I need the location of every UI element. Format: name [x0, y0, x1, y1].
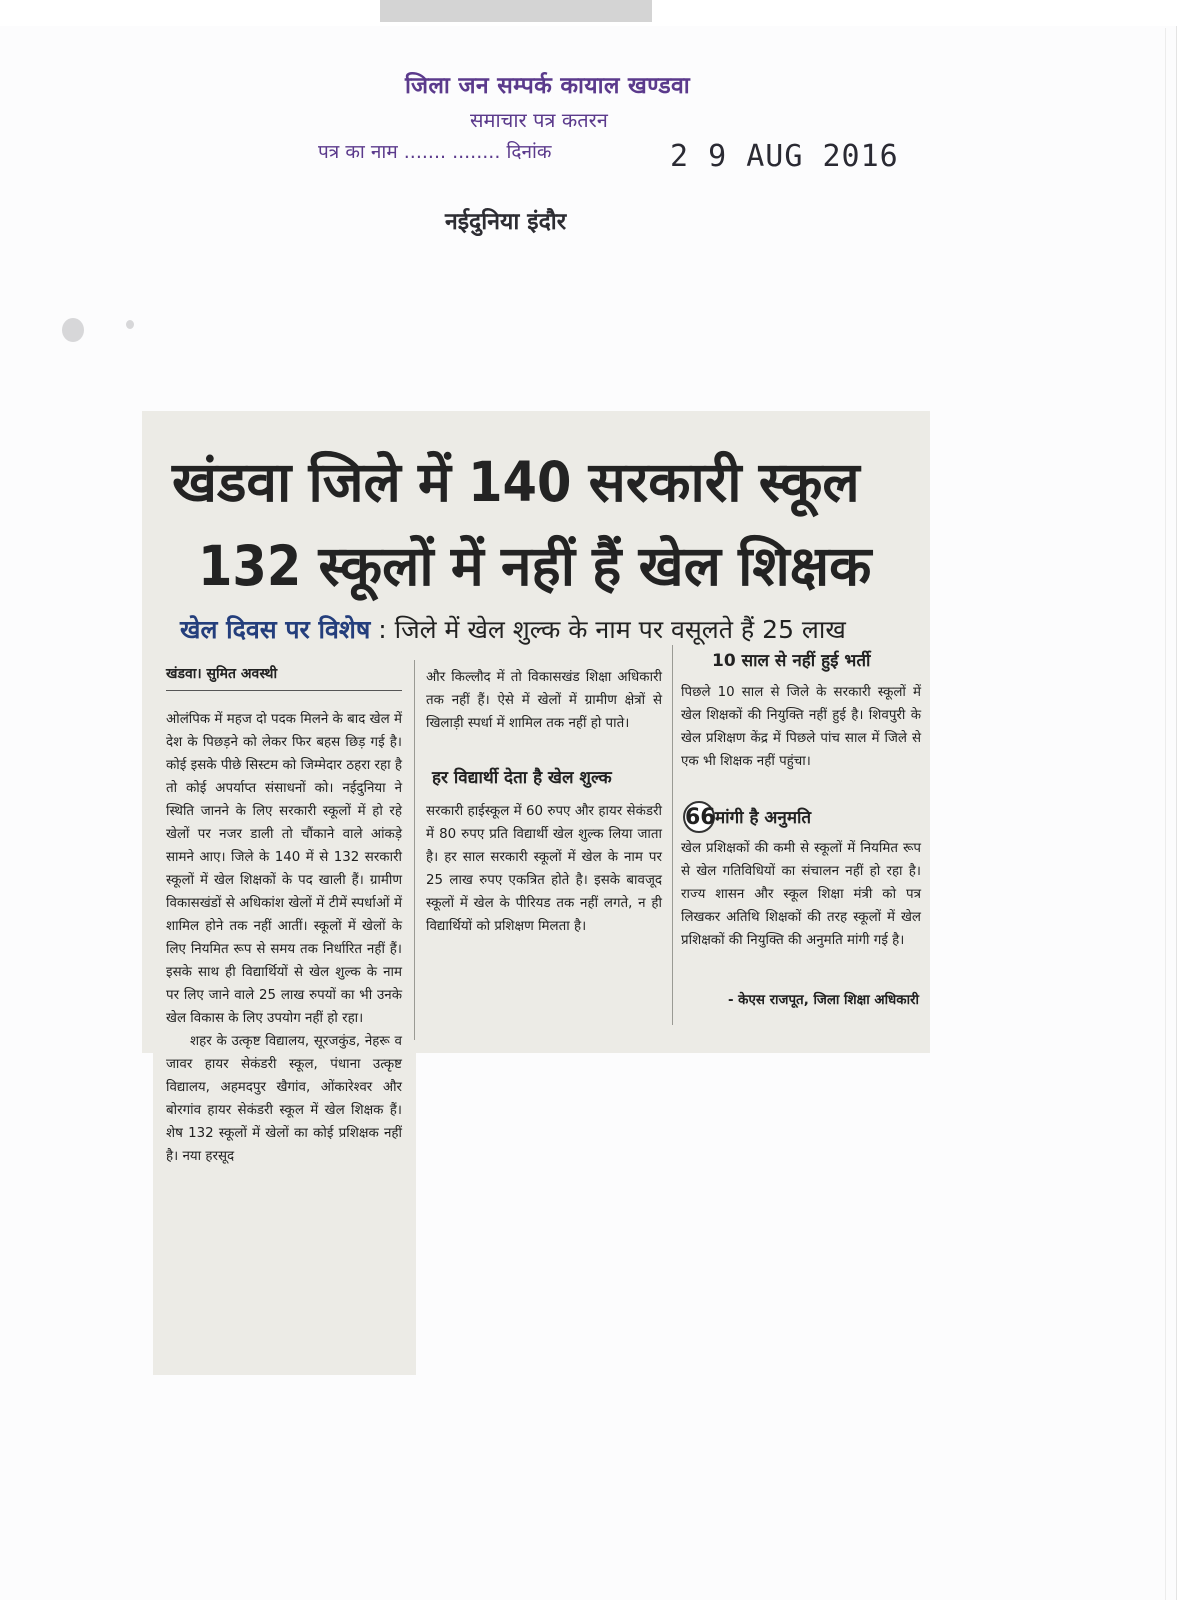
stamp-paper-row: [318, 138, 552, 164]
col3-paragraph-1: पिछले 10 साल से जिले के सरकारी स्कूलों में खेल शिक्षकों की नियुक्ति नहीं हुई है। शिवपुरी के खेल प्रशिक्षण केंद्र में पिछले पांच साल में जिले से एक भी शिक्षक नहीं पहुंचा।: [681, 685, 921, 769]
column-1: [166, 708, 402, 1168]
newspaper-name: नईदुनिया इंदौर: [445, 209, 567, 235]
quote-icon: 66: [683, 801, 715, 833]
col2-paragraph-1: और किल्लौद में तो विकासखंड शिक्षा अधिकारी तक नहीं हैं। ऐसे में खेलों में ग्रामीण क्षेत्रों से खिलाड़ी स्पर्धा में शामिल तक नहीं हो पाते।: [426, 670, 662, 731]
column-rule: [414, 660, 415, 1040]
stamp-subtitle: समाचार पत्र कतरन: [470, 108, 608, 132]
headline-line-1: खंडवा जिले में 140 सरकारी स्कूल: [172, 450, 860, 514]
paper-dots: ....... ........: [403, 141, 501, 163]
kicker-label: खेल दिवस पर विशेष: [180, 615, 371, 644]
byline-rule: [166, 690, 402, 691]
column-rule: [672, 645, 673, 1025]
kicker-text: : जिले में खेल शुल्क के नाम पर वसूलते हैं 25 लाख: [378, 615, 846, 644]
scanner-top-strip: [380, 0, 652, 22]
column-2: [426, 666, 662, 735]
paper-label: पत्र का नाम: [318, 141, 398, 163]
column-3: [681, 681, 921, 773]
column-2-continued: [426, 800, 662, 938]
ink-blot: [126, 320, 134, 329]
col3-paragraph-2: खेल प्रशिक्षकों की कमी से स्कूलों में नियमित रूप से खेल गतिविधियों का संचालन नहीं हो रहा है। राज्य शासन और स्कूल शिक्षा मंत्री को पत्र लिखकर अतिथि शिक्षकों की तरह स्कूलों में खेल प्रशिक्षकों की नियुक्ति की अनुमति मांगी गई है।: [681, 841, 921, 948]
col2-paragraph-2: सरकारी हाईस्कूल में 60 रुपए और हायर सेकंडरी में 80 रुपए प्रति विद्यार्थी खेल शुल्क लिया जाता है। हर साल सरकारी स्कूलों में खेल के नाम पर 25 लाख रुपए एकत्रित होते है। इसके बावजूद स्कूलों में खेल के पीरियड तक नहीं लगते, न ही विद्यार्थियों को प्रशिक्षण मिलता है।: [426, 804, 662, 934]
ink-blot: [62, 318, 84, 342]
date-label: दिनांक: [506, 141, 552, 163]
quote-signature: - केएस राजपूत, जिला शिक्षा अधिकारी: [727, 993, 919, 1008]
subheading-permission-sought: मांगी है अनुमति: [715, 808, 812, 828]
stamp-office-name: जिला जन सम्पर्क कायाल खण्डवा: [405, 73, 691, 99]
page-edge: [1165, 28, 1166, 1600]
col1-paragraph-2: शहर के उत्कृष्ट विद्यालय, सूरजकुंड, नेहरू व जावर हायर सेकंडरी स्कूल, पंधाना उत्कृष्ट विद्यालय, अहमदपुर खैगांव, ओंकारेश्वर और बोरगांव हायर सेकंडरी स्कूल में खेल शिक्षक हैं। शेष 132 स्कूलों में खेलों का कोई प्रशिक्षक नहीं है। नया हरसूद: [166, 1034, 402, 1164]
column-3-quote: [681, 837, 921, 952]
byline: खंडवा। सुमित अवस्थी: [166, 666, 278, 682]
col1-paragraph-1: ओलंपिक में महज दो पदक मिलने के बाद खेल में देश के पिछड़ने को लेकर फिर बहस छिड़ गई है। कोई इसके पीछे सिस्टम को जिम्मेदार ठहरा रहा है तो कोई अपर्याप्त संसाधनों को। नईदुनिया ने स्थिति जानने के लिए सरकारी स्कूलों में हो रहे खेलों पर नजर डाली तो चौंकाने वाले आंकड़े सामने आए। जिले के 140 में से 132 सरकारी स्कूलों में खेल शिक्षकों के पद खाली हैं। ग्रामीण विकासखंडों से अधिकांश खेलों में टीमें स्पर्धाओं में शामिल होने तक नहीं आतीं। स्कूलों में खेलों के लिए नियमित रूप से समय तक निर्धारित नहीं हैं। इसके साथ ही विद्यार्थियों से खेल शुल्क के नाम पर लिए जाने वाले 25 लाख रुपयों का भी उनके खेल विकास के लिए उपयोग नहीं हो रहा।: [166, 712, 402, 1026]
kicker: [180, 612, 846, 646]
subheading-no-recruitment: 10 साल से नहीं हुई भर्ती: [712, 651, 871, 671]
stamp-date: 2 9 AUG 2016: [670, 139, 899, 174]
headline-line-2: 132 स्कूलों में नहीं हैं खेल शिक्षक: [198, 534, 872, 598]
subheading-sports-fee: हर विद्यार्थी देता है खेल शुल्क: [432, 768, 612, 788]
